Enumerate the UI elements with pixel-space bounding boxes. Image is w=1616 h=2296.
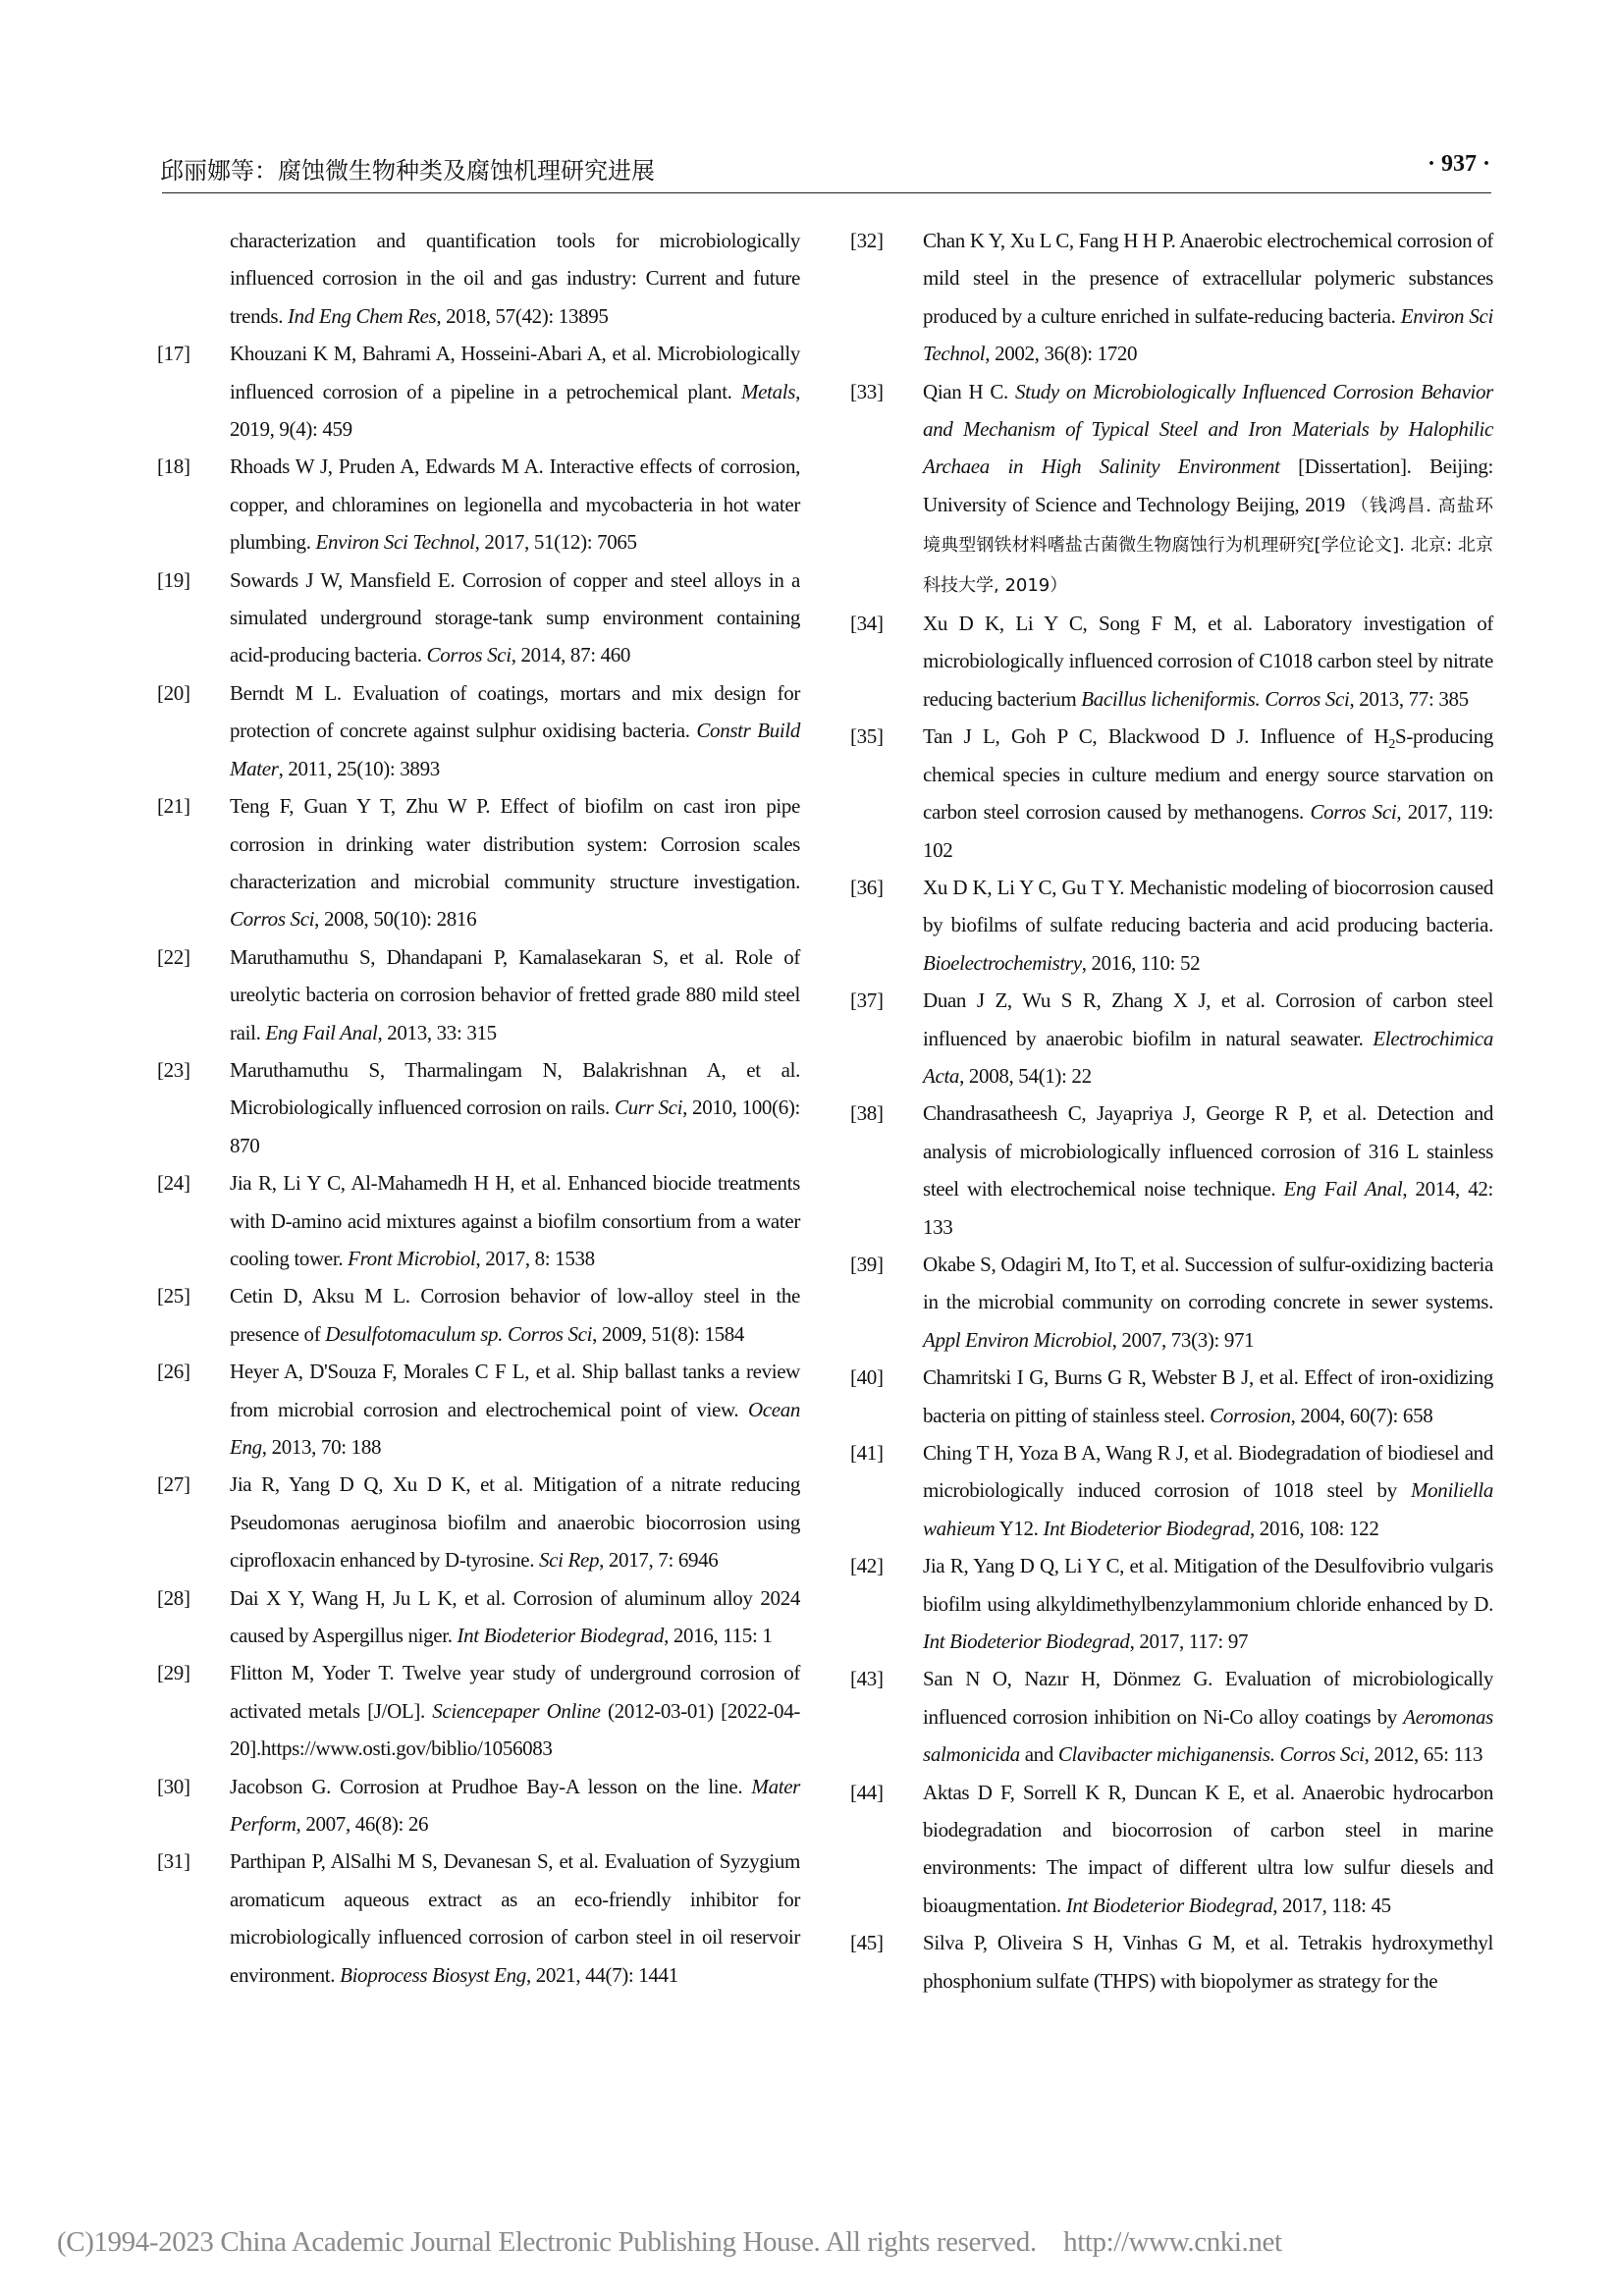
reference-text bbox=[923, 1774, 1493, 1925]
reference-segment: Cetin D, Aksu M L. Corrosion behavior of low-alloy steel in the presence of bbox=[230, 1284, 800, 1346]
header-rule bbox=[162, 192, 1491, 193]
reference-number: [27] bbox=[157, 1472, 190, 1497]
reference-entry bbox=[850, 1095, 1493, 1246]
reference-text bbox=[230, 222, 800, 335]
reference-segment: , 2018, 57(42): 13895 bbox=[436, 303, 609, 328]
reference-segment: Jia R, Yang D Q, Li Y C, et al. Mitigation of the Desulfovibrio vulgaris biofilm using alkyldimethylbenzylammonium chloride enhanced by D. bbox=[923, 1554, 1493, 1616]
reference-entry bbox=[157, 1277, 800, 1353]
reference-entry bbox=[157, 335, 800, 448]
reference-entry bbox=[157, 222, 800, 335]
reference-number: [32] bbox=[850, 229, 884, 252]
reference-segment: Maruthamuthu S, Tharmalingam N, Balakrishnan A, et al. Microbiologically influenced corrosion on rails. bbox=[230, 1057, 800, 1120]
reference-segment: [Dissertation]. Beijing: University of Science and Technology Beijing, 2019 bbox=[923, 454, 1493, 516]
reference-segment: , 2013, 33: 315 bbox=[377, 1020, 497, 1044]
reference-italic-segment: Clavibacter michiganensis. Corros Sci bbox=[1057, 1742, 1365, 1767]
reference-segment: Maruthamuthu S, Dhandapani P, Kamalasekaran S, et al. Role of ureolytic bacteria on corrosion behavior of fretted grade 880 mild steel rail. bbox=[230, 944, 800, 1044]
reference-segment: , 2017, 118: 45 bbox=[1272, 1893, 1391, 1917]
reference-italic-segment: Int Biodeterior Biodegrad bbox=[1043, 1516, 1250, 1540]
reference-italic-segment: Corros Sci bbox=[1310, 800, 1397, 825]
reference-segment: Silva P, Oliveira S H, Vinhas G M, et al. Tetrakis hydroxymethyl phosphonium sulfate (THPS) with biopolymer as strategy for the bbox=[923, 1931, 1493, 1993]
reference-segment: , 2012, 65: 113 bbox=[1364, 1742, 1483, 1767]
reference-italic-segment: Corros Sci bbox=[230, 907, 315, 932]
reference-segment: , 2014, 42: 133 bbox=[923, 1177, 1493, 1239]
reference-text bbox=[923, 1660, 1493, 1773]
reference-italic-segment: Front Microbiol bbox=[348, 1246, 476, 1270]
reference-text bbox=[923, 1547, 1493, 1660]
reference-number: [30] bbox=[157, 1774, 190, 1798]
reference-italic-segment: Ocean Eng bbox=[230, 1397, 800, 1459]
reference-entry bbox=[157, 787, 800, 938]
reference-text bbox=[230, 1353, 800, 1466]
reference-segment: , 2016, 108: 122 bbox=[1250, 1516, 1379, 1540]
reference-text bbox=[230, 561, 800, 674]
reference-number: [22] bbox=[157, 944, 190, 969]
reference-text bbox=[230, 1654, 800, 1767]
reference-text bbox=[923, 222, 1493, 373]
reference-text bbox=[923, 1924, 1493, 2000]
reference-entry bbox=[157, 674, 800, 787]
reference-segment: Tan J L, Goh P C, Blackwood D J. Influence of H bbox=[923, 724, 1389, 749]
reference-segment: characterization and quantification tools for microbiologically influenced corrosion in the oil and gas industry: Current and future trends. bbox=[230, 229, 800, 328]
reference-number: [29] bbox=[157, 1661, 190, 1685]
reference-segment: Xu D K, Li Y C, Song F M, et al. Laboratory investigation of microbiologically influenced corrosion of C1018 carbon steel by nitrate reducing bacterium bbox=[923, 612, 1493, 711]
reference-italic-segment: Ind Eng Chem Res bbox=[288, 303, 437, 328]
reference-segment: Duan J Z, Wu S R, Zhang X J, et al. Corrosion of carbon steel influenced by anaerobic biofilm in natural seawater. bbox=[923, 988, 1493, 1050]
reference-entry bbox=[850, 1774, 1493, 1925]
reference-italic-segment: Eng Fail Anal bbox=[265, 1020, 378, 1044]
reference-entry bbox=[157, 1654, 800, 1767]
reference-text bbox=[923, 982, 1493, 1095]
reference-text bbox=[230, 938, 800, 1051]
reference-segment: , 2009, 51(8): 1584 bbox=[592, 1321, 745, 1346]
reference-italic-segment: Constr Build Mater bbox=[230, 719, 801, 780]
reference-segment: Jia R, Li Y C, Al-Mahamedh H H, et al. Enhanced biocide treatments with D-amino acid mixtures against a biofilm consortium from a water cooling tower. bbox=[230, 1171, 800, 1270]
reference-segment: Parthipan P, AlSalhi M S, Devanesan S, et al. Evaluation of Syzygium aromaticum aqueous extract as an eco-friendly inhibitor for microbiologically influenced corrosion of carbon steel in oil reservoir environment. bbox=[230, 1849, 800, 1987]
reference-number: [42] bbox=[850, 1554, 884, 1578]
reference-entry bbox=[850, 1547, 1493, 1660]
reference-number bbox=[157, 222, 230, 335]
reference-entry bbox=[157, 561, 800, 674]
reference-segment: Okabe S, Odagiri M, Ito T, et al. Succession of sulfur-oxidizing bacteria in the microbial community on corroding concrete in sewer systems. bbox=[923, 1252, 1493, 1314]
reference-entry bbox=[850, 1359, 1493, 1434]
reference-italic-segment: Eng Fail Anal bbox=[1283, 1177, 1403, 1201]
reference-entry bbox=[157, 448, 800, 561]
reference-segment: , 2017, 8: 1538 bbox=[475, 1246, 595, 1270]
reference-segment: , 2010, 100(6): 870 bbox=[230, 1095, 800, 1157]
reference-entry bbox=[157, 1466, 800, 1578]
reference-number: [25] bbox=[157, 1284, 190, 1308]
reference-entry bbox=[850, 1660, 1493, 1773]
reference-number: [39] bbox=[850, 1252, 884, 1276]
reference-number: [21] bbox=[157, 794, 190, 819]
reference-italic-segment: Study on Microbiologically Influenced Corrosion Behavior and Mechanism of Typical Steel and Iron Materials by Halophilic Archaea in High Salinity Environment bbox=[923, 379, 1494, 479]
reference-text bbox=[230, 448, 800, 561]
reference-text bbox=[230, 1579, 800, 1655]
reference-number: [41] bbox=[850, 1441, 884, 1465]
reference-segment: , 2016, 110: 52 bbox=[1081, 950, 1201, 975]
reference-text bbox=[923, 718, 1493, 869]
reference-number: [45] bbox=[850, 1931, 884, 1955]
reference-segment: , 2017, 7: 6946 bbox=[599, 1548, 719, 1573]
reference-entry bbox=[157, 1164, 800, 1277]
reference-entry bbox=[850, 222, 1493, 373]
reference-number: [38] bbox=[850, 1101, 884, 1126]
reference-number: [18] bbox=[157, 454, 190, 479]
reference-italic-segment: Bacillus licheniformis. Corros Sci bbox=[1081, 686, 1350, 711]
reference-segment: (2012-03-01) [2022-04-20].https://www.osti.gov/biblio/1056083 bbox=[230, 1698, 801, 1761]
reference-segment: Jacobson G. Corrosion at Prudhoe Bay-A lesson on the line. bbox=[230, 1774, 752, 1798]
reference-number: [36] bbox=[850, 875, 884, 899]
reference-text bbox=[230, 787, 800, 938]
reference-segment: Chandrasatheesh C, Jayapriya J, George R P, et al. Detection and analysis of microbiologically influenced corrosion of 316 L stainless steel with electrochemical noise technique. bbox=[923, 1101, 1493, 1201]
reference-entry bbox=[157, 938, 800, 1051]
reference-italic-segment: Sciencepaper Online bbox=[432, 1698, 601, 1723]
reference-segment: 2 bbox=[1388, 737, 1396, 753]
reference-segment: Y12. bbox=[995, 1516, 1044, 1540]
reference-segment: , 2019, 9(4): 459 bbox=[230, 379, 800, 442]
reference-text bbox=[923, 373, 1493, 605]
reference-text bbox=[923, 1246, 1493, 1359]
reference-entry bbox=[157, 1579, 800, 1655]
reference-text bbox=[230, 674, 800, 787]
reference-entry bbox=[850, 718, 1493, 869]
reference-text bbox=[230, 1277, 800, 1353]
reference-segment: , 2016, 115: 1 bbox=[664, 1624, 773, 1648]
reference-number: [24] bbox=[157, 1171, 190, 1196]
reference-text bbox=[923, 1359, 1493, 1434]
reference-number: [34] bbox=[850, 612, 884, 636]
reference-segment: , 2007, 46(8): 26 bbox=[296, 1812, 429, 1837]
reference-italic-segment: Int Biodeterior Biodegrad bbox=[457, 1624, 665, 1648]
reference-entry bbox=[850, 1434, 1493, 1547]
reference-italic-segment: Mater Perform bbox=[230, 1774, 800, 1837]
reference-segment: Heyer A, D'Souza F, Morales C F L, et al. Ship ballast tanks a review from microbial corrosion and electrochemical point of view. bbox=[230, 1360, 800, 1421]
reference-segment: , 2021, 44(7): 1441 bbox=[525, 1962, 678, 1987]
reference-entry bbox=[157, 1353, 800, 1466]
reference-segment: Aktas D F, Sorrell K R, Duncan K E, et al. Anaerobic hydrocarbon biodegradation and biocorrosion of carbon steel in marine environments: The impact of different ultra low sulfur diesels and bioaugmentation. bbox=[923, 1780, 1493, 1917]
footer-url[interactable]: http://www.cnki.net bbox=[1063, 2226, 1282, 2258]
reference-segment: S-producing chemical species in culture medium and energy source starvation on carbon steel corrosion caused by methanogens. bbox=[923, 724, 1493, 825]
reference-text bbox=[923, 1095, 1493, 1246]
reference-segment: Chan K Y, Xu L C, Fang H H P. Anaerobic electrochemical corrosion of mild steel in the presence of extracellular polymeric substances produced by a culture enriched in sulfate-reducing bacteria. bbox=[923, 229, 1493, 328]
page-number: · 937 · bbox=[1427, 151, 1490, 177]
reference-entry bbox=[850, 1246, 1493, 1359]
reference-entry bbox=[850, 373, 1493, 605]
reference-segment: , 2008, 54(1): 22 bbox=[959, 1063, 1092, 1088]
reference-segment: Flitton M, Yoder T. Twelve year study of underground corrosion of activated metals [J/OL]. bbox=[230, 1661, 800, 1723]
reference-italic-segment: Environ Sci Technol bbox=[315, 530, 475, 555]
reference-text bbox=[230, 1466, 800, 1578]
reference-segment: Teng F, Guan Y T, Zhu W P. Effect of biofilm on cast iron pipe corrosion in drinking water distribution system: Corrosion scales characterization and microbial community structure investigation. bbox=[230, 794, 800, 893]
reference-number: [37] bbox=[850, 988, 884, 1013]
reference-entry bbox=[850, 605, 1493, 718]
reference-entry bbox=[157, 1768, 800, 1843]
reference-entry bbox=[157, 1842, 800, 1994]
reference-text bbox=[923, 869, 1493, 982]
reference-number: [20] bbox=[157, 680, 190, 705]
reference-italic-segment: Appl Environ Microbiol bbox=[923, 1327, 1112, 1352]
reference-italic-segment: Environ Sci Technol bbox=[923, 303, 1494, 366]
reference-italic-segment: Desulfotomaculum sp. Corros Sci bbox=[325, 1321, 593, 1346]
reference-entry bbox=[157, 1051, 800, 1164]
reference-entry bbox=[850, 982, 1493, 1095]
reference-segment: Xu D K, Li Y C, Gu T Y. Mechanistic modeling of biocorrosion caused by biofilms of sulfate reducing bacteria and acid producing bacteria. bbox=[923, 875, 1493, 937]
reference-number: [28] bbox=[157, 1585, 190, 1610]
reference-segment: Qian H C. bbox=[923, 379, 1015, 403]
reference-text bbox=[923, 605, 1493, 718]
reference-segment: , 2013, 70: 188 bbox=[261, 1435, 382, 1459]
reference-text bbox=[923, 1434, 1493, 1547]
reference-italic-segment: Electrochimica Acta bbox=[923, 1026, 1493, 1088]
reference-italic-segment: Bioprocess Biosyst Eng bbox=[340, 1962, 526, 1987]
reference-text bbox=[230, 1164, 800, 1277]
reference-italic-segment: Int Biodeterior Biodegrad bbox=[1065, 1893, 1273, 1917]
reference-entry bbox=[850, 1924, 1493, 2000]
reference-segment: （钱鸿昌. 高盐环境典型钢铁材料嗜盐古菌微生物腐蚀行为机理研究[学位论文]. 北京: 北京科技大学, 2019） bbox=[923, 495, 1493, 596]
footer-copyright: (C)1994-2023 China Academic Journal Electronic Publishing House. All rights reserved. bbox=[57, 2226, 1037, 2258]
reference-number: [17] bbox=[157, 342, 190, 366]
reference-italic-segment: Corrosion bbox=[1210, 1403, 1291, 1427]
footer bbox=[57, 2226, 1282, 2259]
reference-number: [19] bbox=[157, 567, 190, 592]
reference-number: [33] bbox=[850, 379, 884, 403]
reference-italic-segment: Int Biodeterior Biodegrad bbox=[923, 1629, 1130, 1654]
reference-italic-segment: Moniliella wahieum bbox=[923, 1478, 1493, 1540]
reference-segment: , 2017, 119: 102 bbox=[923, 800, 1493, 862]
reference-italic-segment: Metals bbox=[741, 379, 796, 403]
reference-text bbox=[230, 335, 800, 448]
reference-italic-segment: Curr Sci bbox=[614, 1095, 683, 1120]
reference-segment: Berndt M L. Evaluation of coatings, mortars and mix design for protection of concrete against sulphur oxidising bacteria. bbox=[230, 680, 800, 743]
reference-segment: Dai X Y, Wang H, Ju L K, et al. Corrosion of aluminum alloy 2024 caused by Aspergillus niger. bbox=[230, 1585, 800, 1648]
reference-segment: Khouzani K M, Bahrami A, Hosseini-Abari A, et al. Microbiologically influenced corrosion of a pipeline in a petrochemical plant. bbox=[230, 342, 800, 403]
reference-number: [43] bbox=[850, 1667, 884, 1691]
reference-segment: , 2017, 117: 97 bbox=[1129, 1629, 1249, 1654]
reference-segment: and bbox=[1019, 1742, 1058, 1767]
reference-italic-segment: Corros Sci bbox=[426, 643, 512, 667]
reference-italic-segment: Sci Rep bbox=[539, 1548, 600, 1573]
reference-number: [23] bbox=[157, 1057, 190, 1082]
reference-number: [26] bbox=[157, 1360, 190, 1384]
reference-segment: , 2007, 73(3): 971 bbox=[1111, 1327, 1255, 1352]
running-header-title: 邱丽娜等：腐蚀微生物种类及腐蚀机理研究进展 bbox=[160, 157, 655, 185]
reference-number: [35] bbox=[850, 724, 884, 749]
references-left-column bbox=[157, 222, 800, 1994]
reference-segment: , 2011, 25(10): 3893 bbox=[278, 756, 440, 780]
reference-segment: Rhoads W J, Pruden A, Edwards M A. Interactive effects of corrosion, copper, and chloramines on legionella and mycobacteria in hot water plumbing. bbox=[230, 454, 800, 555]
reference-segment: , 2017, 51(12): 7065 bbox=[474, 530, 637, 555]
reference-segment: Ching T H, Yoza B A, Wang R J, et al. Biodegradation of biodiesel and microbiologically induced corrosion of 1018 steel by bbox=[923, 1441, 1493, 1503]
reference-segment: Chamritski I G, Burns G R, Webster B J, et al. Effect of iron-oxidizing bacteria on pitting of stainless steel. bbox=[923, 1365, 1493, 1427]
reference-text bbox=[230, 1768, 800, 1843]
reference-segment: Jia R, Yang D Q, Xu D K, et al. Mitigation of a nitrate reducing Pseudomonas aeruginosa biofilm and anaerobic biocorrosion using ciprofloxacin enhanced by D-tyrosine. bbox=[230, 1472, 800, 1573]
reference-text bbox=[230, 1051, 800, 1164]
reference-segment: , 2013, 77: 385 bbox=[1349, 686, 1469, 711]
reference-segment: , 2004, 60(7): 658 bbox=[1290, 1403, 1433, 1427]
reference-number: [40] bbox=[850, 1365, 884, 1390]
reference-segment: San N O, Nazır H, Dönmez G. Evaluation of microbiologically influenced corrosion inhibition on Ni-Co alloy coatings by bbox=[923, 1667, 1493, 1729]
reference-entry bbox=[850, 869, 1493, 982]
reference-segment: Sowards J W, Mansfield E. Corrosion of copper and steel alloys in a simulated underground storage-tank sump environment containing acid-producing bacteria. bbox=[230, 567, 800, 667]
reference-segment: , 2014, 87: 460 bbox=[511, 643, 631, 667]
reference-italic-segment: Bioelectrochemistry bbox=[923, 950, 1082, 975]
reference-number: [44] bbox=[850, 1780, 884, 1804]
reference-number: [31] bbox=[157, 1849, 190, 1874]
reference-text bbox=[230, 1842, 800, 1994]
references-right-column bbox=[850, 222, 1493, 2000]
reference-segment: , 2008, 50(10): 2816 bbox=[314, 907, 477, 932]
reference-italic-segment: Aeromonas salmonicida bbox=[923, 1704, 1493, 1767]
reference-segment: , 2002, 36(8): 1720 bbox=[985, 342, 1138, 366]
